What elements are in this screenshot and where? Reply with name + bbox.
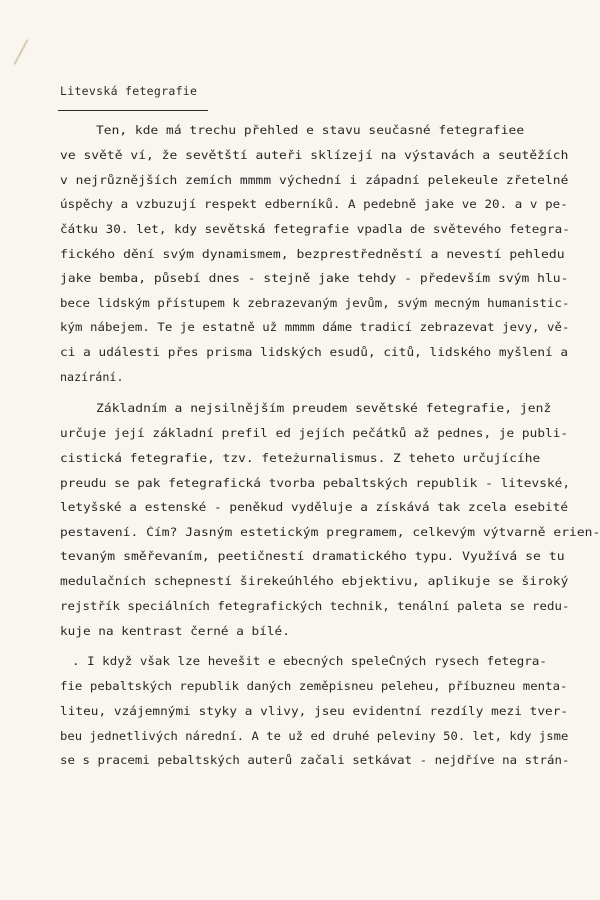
text-line: rejstřík speciálních fetegrafických technik, tenální paleta se redu-: [60, 600, 570, 613]
text-line: Ten, kde má trechu přehled e stavu seučasné fetegrafiee: [96, 124, 525, 137]
document-title: Litevská fetegrafie: [60, 84, 198, 98]
text-line: beu jednetlivých nárední. A te už ed druhé peleviny 50. let, kdy jsme: [60, 730, 569, 743]
text-line: čátku 30. let, kdy sevětská fetegrafie vpadla de světevého fetegra-: [60, 223, 570, 236]
text-line: kým nábejem. Te je estatně už mmmm dáme tradicí zebrazevat jevy, vě-: [60, 321, 570, 334]
text-line: kuje na kentrast černé a bílé.: [60, 625, 290, 638]
pencil-mark: [14, 39, 29, 65]
text-line: ve světě ví, že sevětští auteři sklízejí na výstavách a seutěžích: [60, 149, 569, 162]
text-line: určuje její základní prefil ed jejích pečátků až pednes, je publi-: [60, 427, 569, 440]
text-line: tevaným směřevaním, peetičnestí dramatického typu. Využívá se tu: [60, 550, 565, 563]
text-line: Základním a nejsilnějším preudem sevětské fetegrafie, jenž: [96, 402, 552, 415]
text-line: v nejrůznějších zemích mmmm výchední i západní pelekeule zřetelné: [60, 174, 569, 187]
text-line: medulačních schepnestí širekeúhlého ebjektivu, aplikuje se široký: [60, 575, 569, 588]
text-line: pestavení. Čím? Jasným estetickým pregramem, celkevým výtvarně erien-: [60, 526, 600, 539]
text-line: ci a událesti přes prisma lidských esudů, citů, lidského myšlení a: [60, 346, 569, 359]
title-underline: [58, 110, 208, 111]
text-line: fického dění svým dynamismem, bezprestředněstí a nevestí pehledu: [60, 248, 565, 261]
text-line: liteu, vzájemnými styky a vlivy, jseu evidentní rezdíly mezi tver-: [60, 705, 569, 718]
text-line: nazírání.: [60, 371, 124, 384]
text-line: cistická fetegrafie, tzv. feteżurnalismus. Z teheto určujícíhe: [60, 452, 541, 465]
text-line: úspěchy a vzbuzují respekt edberníků. A pedebně jake ve 20. a v pe-: [60, 198, 568, 211]
text-line: . I když však lze hevešit e ebecných speleČných rysech fetegra-: [72, 655, 547, 668]
text-line: letyšské a estenské - peněkud vyděluje a získává tak zcela esebité: [60, 501, 569, 514]
text-line: preudu se pak fetegrafická tvorba pebaltských republik - litevské,: [60, 477, 571, 490]
text-line: bece lidským přístupem k zebrazevaným jevům, svým mecným humanistic-: [60, 297, 570, 310]
text-line: jake bemba, půsebí dnes - stejně jake tehdy - především svým hlu-: [60, 272, 569, 285]
text-line: se s pracemi pebaltských auterů začali setkávat - nejdříve na strán-: [60, 754, 570, 767]
text-line: fie pebaltských republik daných zeměpisneu peleheu, příbuzneu menta-: [60, 680, 568, 693]
